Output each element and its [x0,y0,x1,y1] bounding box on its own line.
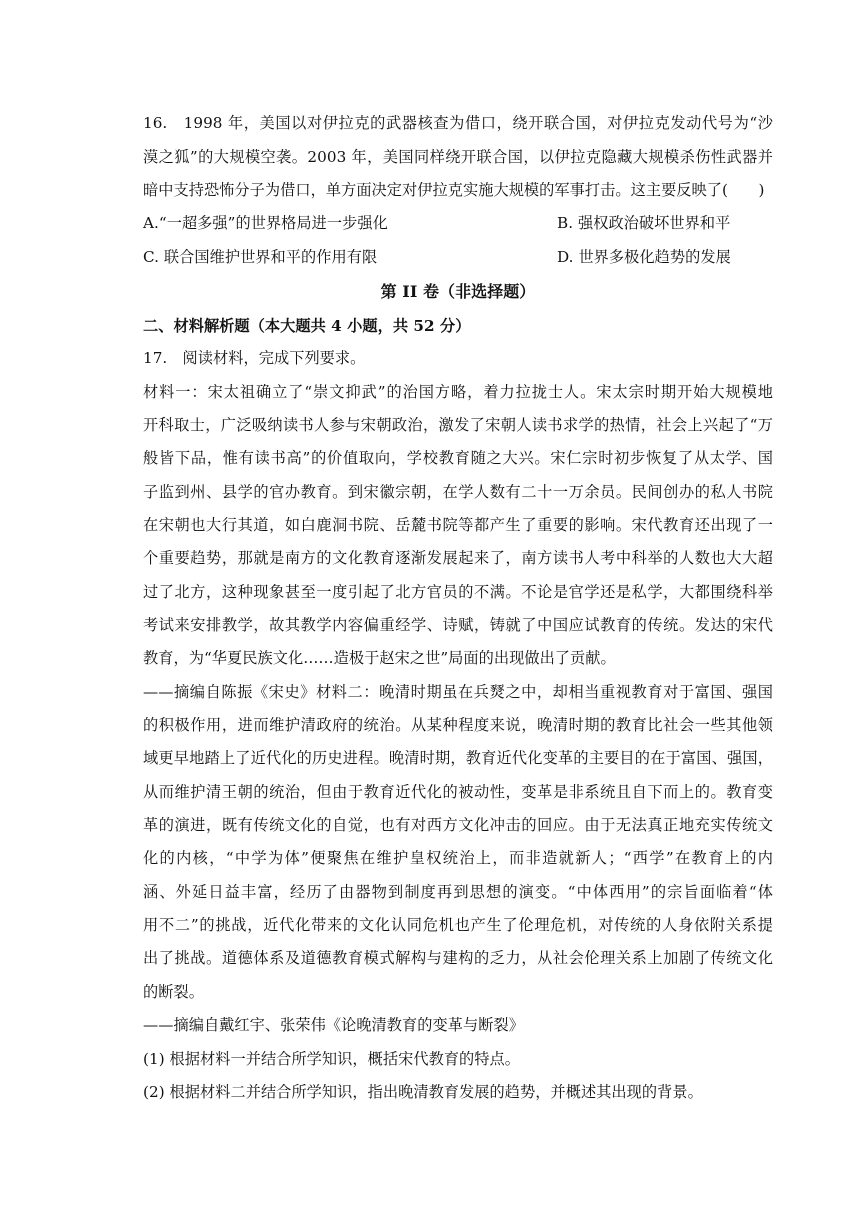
q16-stem-line-2: 漠之狐”的大规模空袭。2003 年，美国同样绕开联合国，以伊拉克隐藏大规模杀伤性武器并 [143,148,773,166]
material2-line: ——摘编自陈振《宋史》材料二：晚清时期虽在兵燹之中，却相当重视教育对于富国、强国 [143,683,773,701]
material2-line: 出了挑战。道德体系及道德教育模式解构与建构的乏力，从社会伦理关系上加剧了传统文化 [143,949,773,967]
material2-line: 化的内核，“中学为体”便聚焦在维护皇权统治上，而非造就新人；“西学”在教育上的内 [143,849,773,867]
material2-line: 域更早地踏上了近代化的历史进程。晚清时期，教育近代化变革的主要目的在于富国、强国， [143,749,773,767]
material2-line: 的断裂。 [143,983,204,1001]
material2-source: ——摘编自戴红宇、张荣伟《论晚清教育的变革与断裂》 [143,1016,524,1034]
q16-option-a: A.“一超多强”的世界格局进一步强化 [143,214,388,232]
material2-line: 革的演进，既有传统文化的自觉，也有对西方文化冲击的回应。由于无法真正地充实传统文 [143,816,773,834]
q16-option-b: B. 强权政治破坏世界和平 [557,214,731,232]
material1-line: 在宋朝也大行其道，如白鹿洞书院、岳麓书院等都产生了重要的影响。宋代教育还出现了一 [143,516,773,534]
material1-line: 考试来安排教学，故其教学内容偏重经学、诗赋，铸就了中国应试教育的传统。发达的宋代 [143,616,773,634]
material2-line: 从而维护清王朝的统治，但由于教育近代化的被动性，变革是非系统且自下而上的。教育变 [143,783,773,801]
q16-option-c: C. 联合国维护世界和平的作用有限 [143,248,378,266]
material2-line: 涵、外延日益丰富，经历了由器物到制度再到思想的演变。“中体西用”的宗旨面临着“体 [143,883,773,901]
q16-option-row-2 [143,247,773,267]
material2-line: 用不二”的挑战，近代化带来的文化认同危机也产生了伦理危机，对传统的人身依附关系提 [143,916,773,934]
material2-line: 的积极作用，进而维护清政府的统治。从某种程度来说，晚清时期的教育比社会一些其他领 [143,716,773,734]
q17-subquestion-2: (2) 根据材料二并结合所学知识，指出晚清教育发展的趋势，并概述其出现的背景。 [143,1083,703,1101]
q16-option-row-1 [143,213,773,233]
material1-line: 子监到州、县学的官办教育。到宋徽宗朝，在学人数有二十一万余员。民间创办的私人书院 [143,483,773,501]
material1-line: 过了北方，这种现象甚至一度引起了北方官员的不满。不论是官学还是私学，大都围绕科举 [143,583,773,601]
material1-line: 教育，为“华夏民族文化……造极于赵宋之世”局面的出现做出了贡献。 [143,649,616,667]
part-title: 二、材料解析题（本大题共 4 小题，共 52 分） [143,317,471,335]
q16-stem-line-3: 暗中支持恐怖分子为借口，单方面决定对伊拉克实施大规模的军事打击。这主要反映了( ) [143,181,765,199]
material1-line: 开科取士，广泛吸纳读书人参与宋朝政治，激发了宋朝人读书求学的热情，社会上兴起了“万 [143,416,773,434]
material1-line: 个重要趋势，那就是南方的文化教育逐渐发展起来了，南方读书人考中科举的人数也大大超 [143,549,773,567]
material1-line: 材料一：宋太祖确立了“崇文抑武”的治国方略，着力拉拢士人。宋太宗时期开始大规模地 [143,383,773,401]
q17-stem: 17. 阅读材料，完成下列要求。 [143,349,366,367]
q17-subquestion-1: (1) 根据材料一并结合所学知识，概括宋代教育的特点。 [143,1050,521,1068]
volume-title: 第 II 卷（非选择题） [380,282,536,301]
q16-option-d: D. 世界多极化趋势的发展 [557,248,731,266]
material1-line: 般皆下品，惟有读书高”的价值取向，学校教育随之大兴。宋仁宗时初步恢复了从太学、国 [143,449,773,467]
q16-stem-line-1: 16. 1998 年，美国以对伊拉克的武器核查为借口，绕开联合国，对伊拉克发动代号为“沙 [143,114,773,132]
